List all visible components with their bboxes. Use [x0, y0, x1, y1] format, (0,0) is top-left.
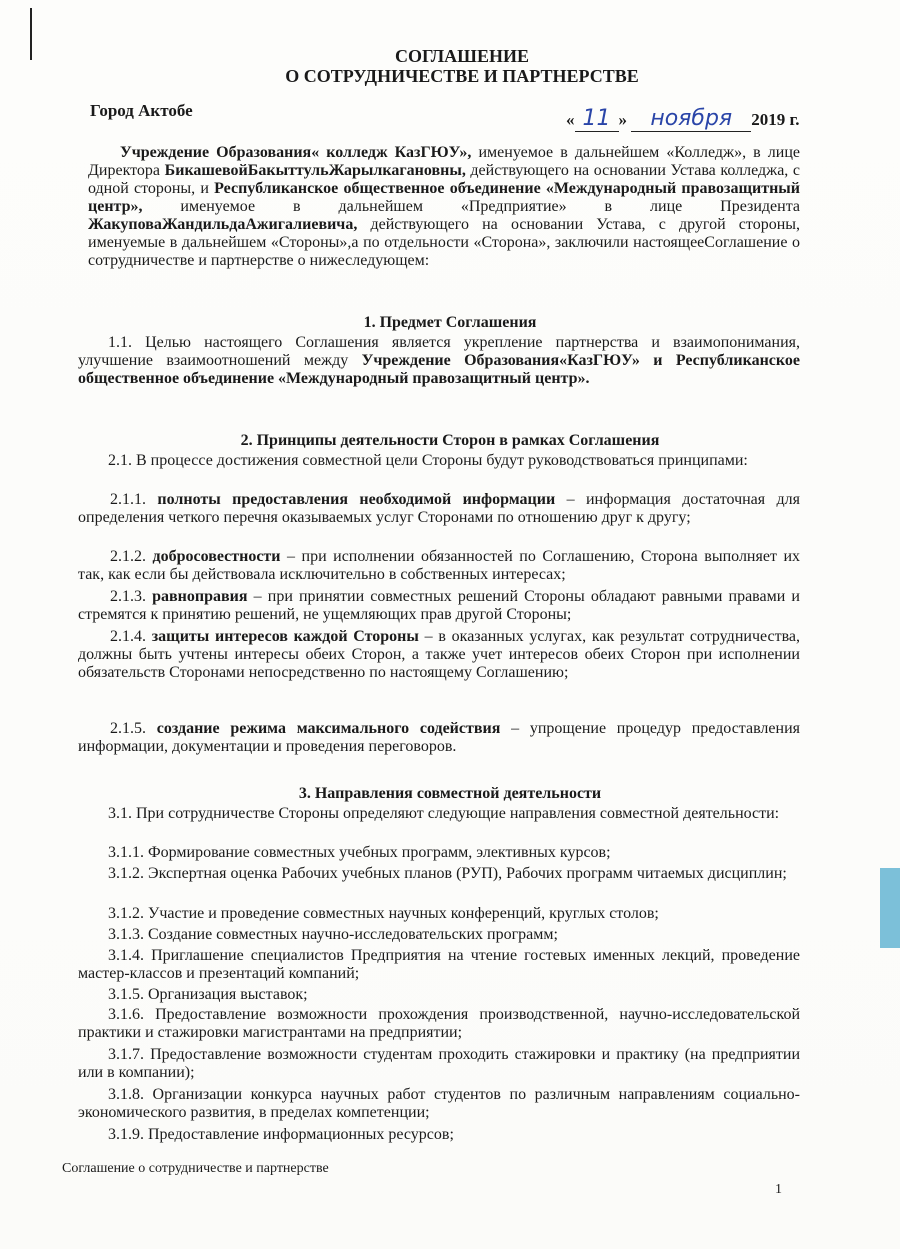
section-1-parties: Учреждение Образования«КазГЮУ» и Республиканское общественное объединение «Международный правозащитный центр».	[78, 352, 800, 387]
document-subtitle: О СОТРУДНИЧЕСТВЕ И ПАРТНЕРСТВЕ	[285, 66, 639, 86]
direction-item: 3.1.3. Создание совместных научно-исследовательских программ;	[108, 926, 558, 943]
direction-item: 3.1.7. Предоставление возможности студентам проходить стажировки и практику (на предприятии или в компании);	[78, 1046, 800, 1081]
city-label: Город Актобе	[90, 101, 193, 120]
date-open-quote: «	[566, 110, 575, 129]
principle-number: 2.1.4.	[110, 628, 152, 645]
scan-edge-tab	[880, 868, 900, 948]
preamble-director-name: БикашевойБакыттульЖарылкагановны,	[164, 162, 466, 179]
section-1-paragraph	[78, 334, 800, 388]
principle-text: – информация достаточная для определения четкого перечня оказываемых услуг Сторонами по отношению друг к другу;	[78, 491, 801, 526]
principle-title: создание режима максимального содействия	[156, 720, 501, 737]
preamble-partner-name: Республиканское общественное объединение «Международный правозащитный центр»,	[88, 180, 801, 215]
direction-item: 3.1.5. Организация выставок;	[108, 986, 308, 1003]
principle-text: – в оказанных услугах, как результат сотрудничества, должны быть учтены интересы обеих Сторон, а также учет интересов обеих Сторон при исполнении обязательств Сторонами непосредственно по настоящему Соглашению;	[78, 628, 801, 681]
principle-text: – упрощение процедур предоставления информации, документации и проведения переговоров.	[78, 720, 800, 755]
direction-item: 3.1.1. Формирование совместных учебных программ, элективных курсов;	[108, 844, 611, 861]
direction-item: 3.1.4. Приглашение специалистов Предприятия на чтение гостевых именных лекций, проведение мастер-классов и презентаций компаний;	[78, 947, 800, 982]
document-title: СОГЛАШЕНИЕ	[395, 46, 529, 66]
principle-item	[78, 588, 800, 624]
direction-item: 3.1.6. Предоставление возможности прохождения производственной, научно-исследовательской практики и стажировки магистрантами на предприятии;	[78, 1006, 800, 1041]
principle-item	[78, 491, 800, 527]
principle-title: добросовестности	[152, 548, 281, 565]
section-3-heading: 3. Направления совместной деятельности	[298, 785, 602, 802]
section-2-heading: 2. Принципы деятельности Сторон в рамках Соглашения	[240, 432, 660, 449]
principle-title: полноты предоставления необходимой информации	[157, 491, 556, 508]
principle-item	[78, 720, 800, 756]
preamble-president-name: ЖакуповаЖандильдаАжигалиевича,	[88, 216, 358, 233]
section-3-intro: 3.1. При сотрудничестве Стороны определяют следующие направления совместной деятельности:	[108, 805, 780, 822]
page-number: 1	[775, 1182, 782, 1197]
direction-item: 3.1.2. Участие и проведение совместных научных конференций, круглых столов;	[108, 905, 659, 922]
principle-text: – при исполнении обязанностей по Соглашению, Сторона выполняет их так, как если бы действовала исключительно в собственных интересах;	[78, 548, 801, 583]
principle-number: 2.1.3.	[110, 588, 153, 605]
principle-item	[78, 548, 800, 584]
section-1-heading: 1. Предмет Соглашения	[363, 314, 537, 331]
direction-item: 3.1.9. Предоставление информационных ресурсов;	[108, 1126, 454, 1143]
date-day-handwritten: 11	[575, 106, 619, 132]
principle-title: равноправия	[152, 588, 248, 605]
preamble-college-name: Учреждение Образования« колледж КазГЮУ»,	[120, 144, 472, 161]
preamble-text-3: именуемое в дальнейшем «Предприятие» в лице Президента	[142, 198, 800, 215]
agreement-date	[566, 106, 800, 132]
principle-title: защиты интересов каждой Стороны	[151, 628, 419, 645]
principle-number: 2.1.1.	[110, 491, 158, 508]
principle-item	[78, 628, 800, 682]
section-2-intro: 2.1. В процессе достижения совместной цели Стороны будут руководствоваться принципами:	[108, 452, 748, 469]
direction-item: 3.1.8. Организации конкурса научных работ студентов по различным направлениям социально-экономического развития, в пределах компетенции;	[78, 1086, 800, 1121]
direction-item: 3.1.2. Экспертная оценка Рабочих учебных планов (РУП), Рабочих программ читаемых дисциплин;	[108, 865, 787, 882]
principle-number: 2.1.5.	[110, 720, 157, 737]
preamble-text-4: действующего на основании Устава, с другой стороны, именуемые в дальнейшем «Стороны»,а по отдельности «Сторона», заключили настоящееСоглашение о сотрудничестве и партнерстве о нижеследующем:	[88, 216, 800, 269]
page-footer: Соглашение о сотрудничестве и партнерстве	[62, 1161, 329, 1176]
date-close-quote: »	[618, 110, 627, 129]
preamble-text-1: именуемое в дальнейшем «Колледж», в лице Директора	[88, 144, 801, 179]
principle-number: 2.1.2.	[110, 548, 153, 565]
section-1-text: 1.1. Целью настоящего Соглашения является укрепление партнерства и взаимопонимания, улучшение взаимоотношений между	[78, 334, 800, 369]
date-month-handwritten: ноября	[631, 106, 751, 132]
date-year: 2019 г.	[751, 110, 800, 129]
preamble-paragraph	[88, 144, 800, 270]
preamble-text-2: действующего на основании Устава колледжа, с одной стороны, и	[88, 162, 800, 197]
principle-text: – при принятии совместных решений Стороны обладают равными правами и стремятся к принятию решений, не ущемляющих прав другой Стороны;	[78, 588, 800, 623]
